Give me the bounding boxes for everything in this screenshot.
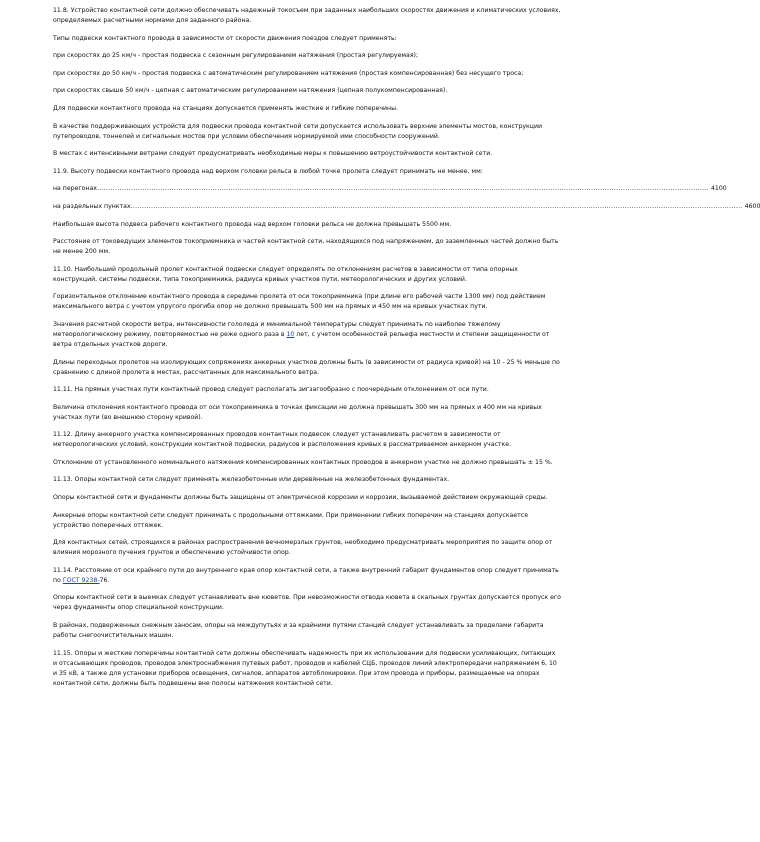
text-segment: 76. [99,576,110,584]
paragraph: В местах с интенсивными ветрами следует предусматривать необходимые меры к повышению ветроустойчивости контактной сети. [53,150,493,158]
paragraph: В качестве поддерживающих устройств для подвески провода контактной сети допускается использовать верхние элементы мостов, конструкции путепроводов, тоннелей и сигнальных мостов при условии обеспечения нормируемой ими способности сооружений. [53,122,543,140]
paragraph: при скоростях до 25 км/ч - простая подвеска с сезонным регулированием натяжения (простая регулируемая); [53,52,419,60]
paragraph-11-9: 11.9. Высоту подвески контактного провода над верхом головки рельса в любой точке пролета следует принимать не менее, мм: [53,167,483,175]
paragraph: Горизонтальное отклонение контактного провода в середине пролета от оси токоприемника (при длине его рабочей части 1300 мм) под действием максимального ветра с учетом упругого прогиба опор не должно превышать 500 мм на прямых и 450 мм на кривых участках пути. [53,293,546,311]
paragraph: Отклонение от установленного номинального натяжения компенсированных контактных проводов в анкерном участке не должно превышать ± 15 %. [53,458,553,466]
text-segment: Значения расчетной скорости ветра, интенсивности гололеда и минимальной температуры следует принимать по наиболее тяжелому метеорологическому режиму, повторяемостью не реже одного раза в [53,320,501,338]
paragraph: Опоры контактной сети и фундаменты должны быть защищены от электрической коррозии и коррозии, вызываемой действием окружающей среды. [53,494,548,502]
paragraph: Опоры контактной сети в выемках следует устанавливать вне кюветов. При невозможности отвода кювета в скальных грунтах допускается пропуск его через фундаменты опор специальной конструкции. [53,594,561,612]
text-segment: лет, с учетом особенностей рельефа местности и степени защищенности от ветра отдельных участков дороги. [53,330,550,348]
paragraph-with-link [53,320,561,350]
reference-link[interactable]: 10 [286,330,295,338]
paragraph-with-gost-link [53,566,561,586]
paragraph: Для подвески контактного провода на станциях допускается применять жесткие и гибкие поперечины. [53,104,398,112]
paragraph-11-11: 11.11. На прямых участках пути контактный провод следует располагать зигзагообразно с поочередным отклонением от оси пути. [53,386,489,394]
paragraph-11-13: 11.13. Опоры контактной сети следует применять железобетонные или деревянные на железобетонных фундаментах. [53,476,450,484]
paragraph: при скоростях до 50 км/ч - простая подвеска с автоматическим регулированием натяжения (простая компенсированная) без несущего троса; [53,69,524,77]
paragraph: Типы подвески контактного провода в зависимости от скорости движения поездов следует применять: [53,34,397,42]
paragraph-11-10: 11.10. Наибольший продольный пролет контактной подвески следует определять по отклонениям расчетов в зависимости от типа опорных конструкций, системы подвески, типа токоприемника, радиуса кривых участков пути, метеорологических и других условий. [53,265,518,283]
dotted-label: на раздельных пунктах [53,202,131,210]
text-segment: 11.14. Расстояние от оси крайнего пути до внутреннего края опор контактной сети, а также внутренний габарит фундаментов опор следует принимать по [53,566,559,584]
dotted-value: 4600 [744,202,760,210]
dotted-label: на перегонах [53,185,97,193]
paragraph-11-8: 11.8. Устройство контактной сети должно обеспечивать надежный токосъем при заданных наибольших скоростях движения и климатических условиях, определяемых расчетными нормами для заданного района. [53,7,561,24]
paragraph: В районах, подверженных снежным заносам, опоры на междупутьях и за крайними путями станций следует устанавливать за пределами габарита работы снегоочистительных машин. [53,622,544,640]
dotted-line-razdelnye [53,202,760,212]
paragraph: Наибольшая высота подвеса рабочего контактного провода над верхом головки рельса не должна превышать 5500 мм. [53,220,452,228]
paragraph: Величина отклонения контактного провода от оси токоприемника в точках фиксации не должна превышать 300 мм на прямых и 400 мм на кривых участках пути (во внешнюю сторону кривой). [53,403,542,421]
dotted-line-peregony [53,184,727,194]
leader-dots: .............................................................................................................................................................................................................................................................................. [130,202,743,210]
paragraph-11-12: 11.12. Длину анкерного участка компенсированных проводов контактных подвесок следует устанавливать расчетом в зависимости от метеорологических условий, конструкции контактной подвески, радиусов и расположения кривых в рассматриваемом анкерном участке. [53,431,512,449]
gost-link[interactable]: ГОСТ 9238- [62,576,100,584]
paragraph: Анкерные опоры контактной сети следует принимать с продольными оттяжками. При применении гибких поперечин на станциях допускается устройство поперечных оттяжек. [53,511,528,529]
paragraph: при скоростях свыше 50 км/ч - цепная с автоматическим регулированием натяжения (цепная полукомпенсированная). [53,87,448,95]
paragraph-11-15: 11.15. Опоры и жесткие поперечины контактной сети должны обеспечивать надежность при их использовании для подвески усиливающих, питающих и отсасывающих проводов, проводов электроснабжения путевых работ, проводов и кабелей СЦБ, проводов линий электропередачи напряжением 6, 10 и 35 кВ, а также для установки приборов освещения, сигналов, аппаратов автоблокировки. При этом провода и приборы, размещаемые на опорах контактной сети, должны быть подвешены вне полосы натяжения контактной сети. [53,649,557,687]
leader-dots: .............................................................................................................................................................................................................................................................................. [96,185,709,193]
paragraph: Для контактных сетей, строящихся в районах распространения вечномерзлых грунтов, необходимо предусматривать мероприятия по защите опор от влияния морозного пучения грунтов и обеспечению устойчивости опор. [53,539,553,557]
paragraph: Расстояние от токоведущих элементов токоприемника и частей контактной сети, находящихся под напряжением, до заземленных частей должно быть не менее 200 мм. [53,238,559,256]
dotted-value: 4100 [710,185,727,193]
paragraph: Длины переходных пролетов на изолирующих сопряжениях анкерных участков должны быть (в зависимости от радиуса кривой) на 10 - 25 % меньше по сравнению с длиной пролета в местах, рассчитанных для максимального ветра. [53,358,560,376]
